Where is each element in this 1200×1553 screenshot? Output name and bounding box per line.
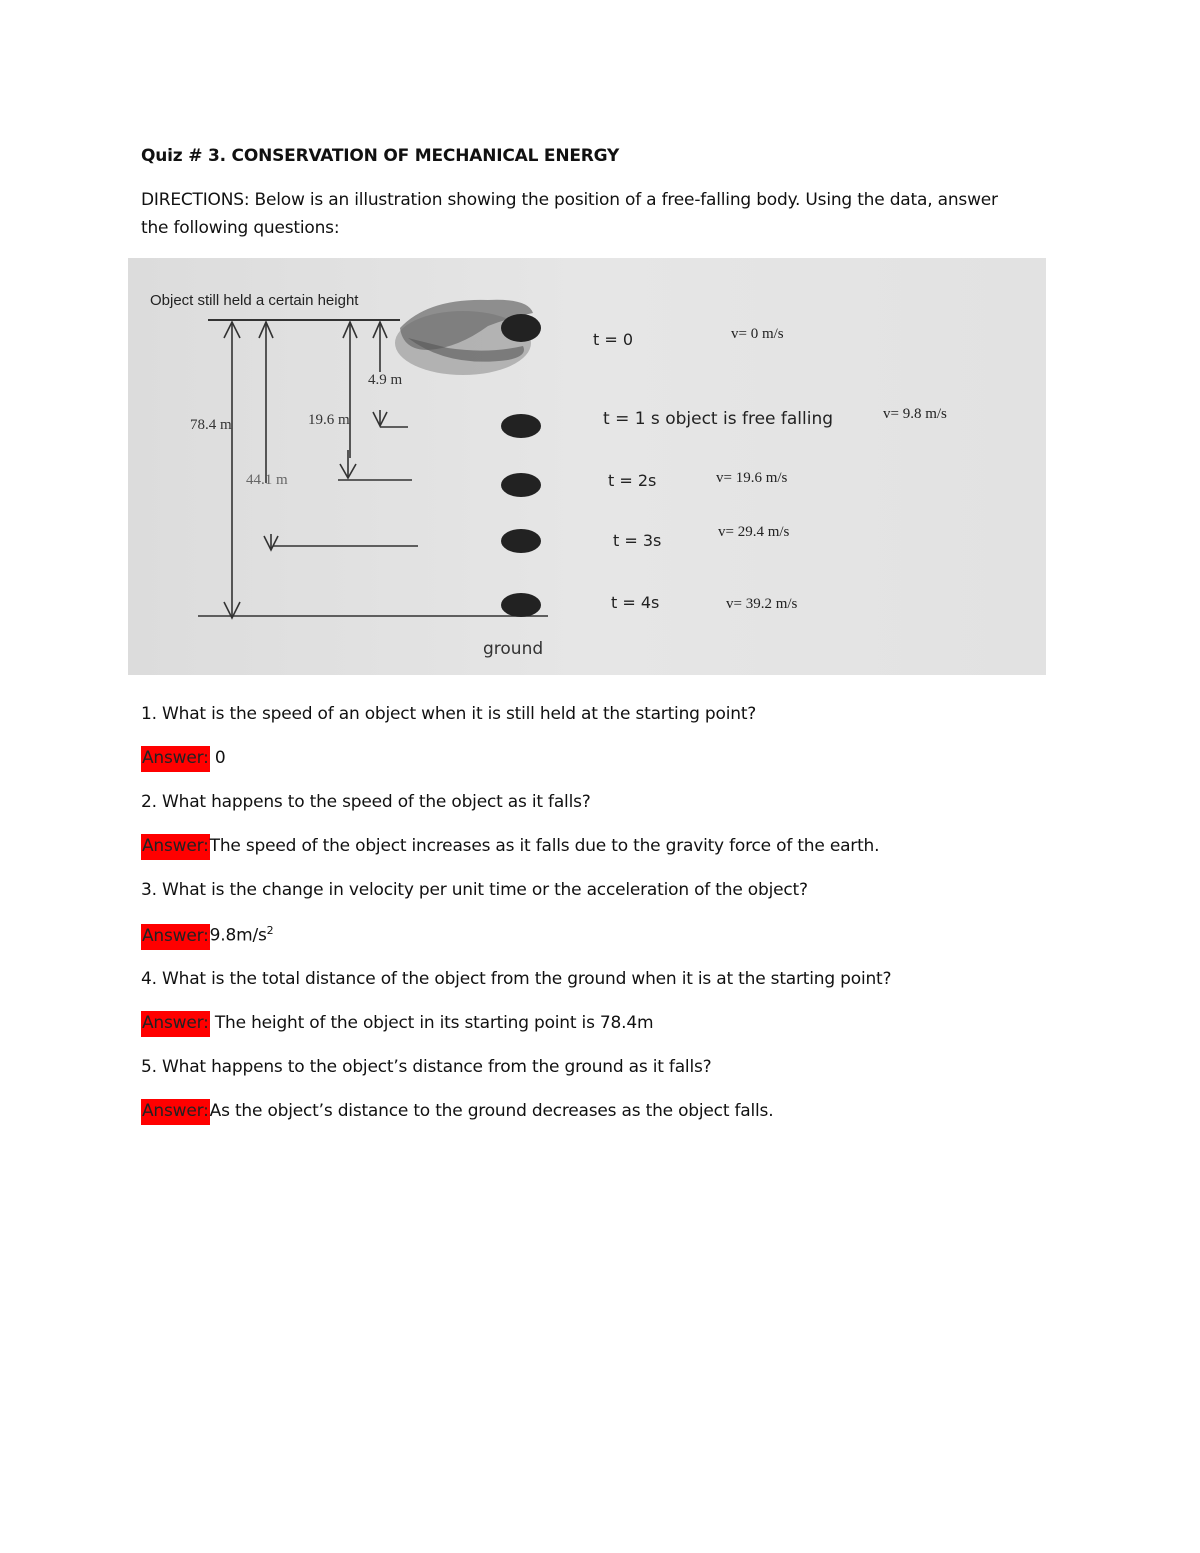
ball-t4 bbox=[501, 593, 541, 617]
velocity-label-3: v= 29.4 m/s bbox=[718, 524, 790, 540]
height-h1-label: 4.9 m bbox=[368, 372, 403, 388]
answer-label: Answer: bbox=[141, 746, 210, 772]
directions-line-2: the following questions: bbox=[141, 218, 340, 238]
quiz-title: Quiz # 3. CONSERVATION OF MECHANICAL ENERGY bbox=[141, 146, 620, 166]
time-label-3: t = 3s bbox=[613, 531, 662, 550]
figure-caption: Object still held a certain height bbox=[150, 292, 359, 309]
height-h3-label: 44.1 m bbox=[246, 472, 288, 488]
velocity-label-0: v= 0 m/s bbox=[731, 326, 784, 342]
time-label-4: t = 4s bbox=[611, 593, 660, 612]
directions-line-1: DIRECTIONS: Below is an illustration showing the position of a free-falling body. Using the data, answer bbox=[141, 190, 998, 210]
question-3: 3. What is the change in velocity per unit time or the acceleration of the object? bbox=[141, 880, 808, 900]
time-label-2: t = 2s bbox=[608, 471, 657, 490]
ball-t0 bbox=[501, 314, 541, 342]
height-total-label: 78.4 m bbox=[190, 417, 232, 433]
answer-5 bbox=[141, 1101, 773, 1121]
answer-2-text: The speed of the object increases as it falls due to the gravity force of the earth. bbox=[209, 836, 880, 856]
answer-4-text: The height of the object in its starting point is 78.4m bbox=[209, 1013, 654, 1033]
question-1: 1. What is the speed of an object when it is still held at the starting point? bbox=[141, 704, 757, 724]
ball-t2 bbox=[501, 473, 541, 497]
height-h2-label: 19.6 m bbox=[308, 412, 350, 428]
velocity-label-4: v= 39.2 m/s bbox=[726, 596, 798, 612]
answer-1-text: 0 bbox=[209, 748, 226, 768]
time-label-1: t = 1 s object is free falling bbox=[603, 409, 834, 429]
ground-label: ground bbox=[483, 639, 544, 659]
answer-label: Answer: bbox=[141, 834, 210, 860]
answer-5-text: As the object’s distance to the ground decreases as the object falls. bbox=[209, 1101, 774, 1121]
answer-1 bbox=[141, 748, 225, 768]
answer-4 bbox=[141, 1013, 653, 1033]
velocity-label-2: v= 19.6 m/s bbox=[716, 470, 788, 486]
ball-t1 bbox=[501, 414, 541, 438]
answer-label: Answer: bbox=[141, 1011, 210, 1037]
question-4: 4. What is the total distance of the object from the ground when it is at the starting point? bbox=[141, 969, 892, 989]
question-5: 5. What happens to the object’s distance from the ground as it falls? bbox=[141, 1057, 712, 1077]
time-label-0: t = 0 bbox=[593, 330, 634, 349]
ball-t3 bbox=[501, 529, 541, 553]
answer-3-text: 9.8m/s bbox=[209, 925, 267, 946]
answer-2 bbox=[141, 836, 879, 856]
question-2: 2. What happens to the speed of the object as it falls? bbox=[141, 792, 591, 812]
answer-3 bbox=[141, 924, 273, 946]
answer-3-exponent: 2 bbox=[266, 924, 274, 937]
velocity-label-1: v= 9.8 m/s bbox=[883, 406, 947, 422]
free-fall-illustration bbox=[128, 258, 1046, 675]
answer-label: Answer: bbox=[141, 924, 210, 950]
answer-label: Answer: bbox=[141, 1099, 210, 1125]
